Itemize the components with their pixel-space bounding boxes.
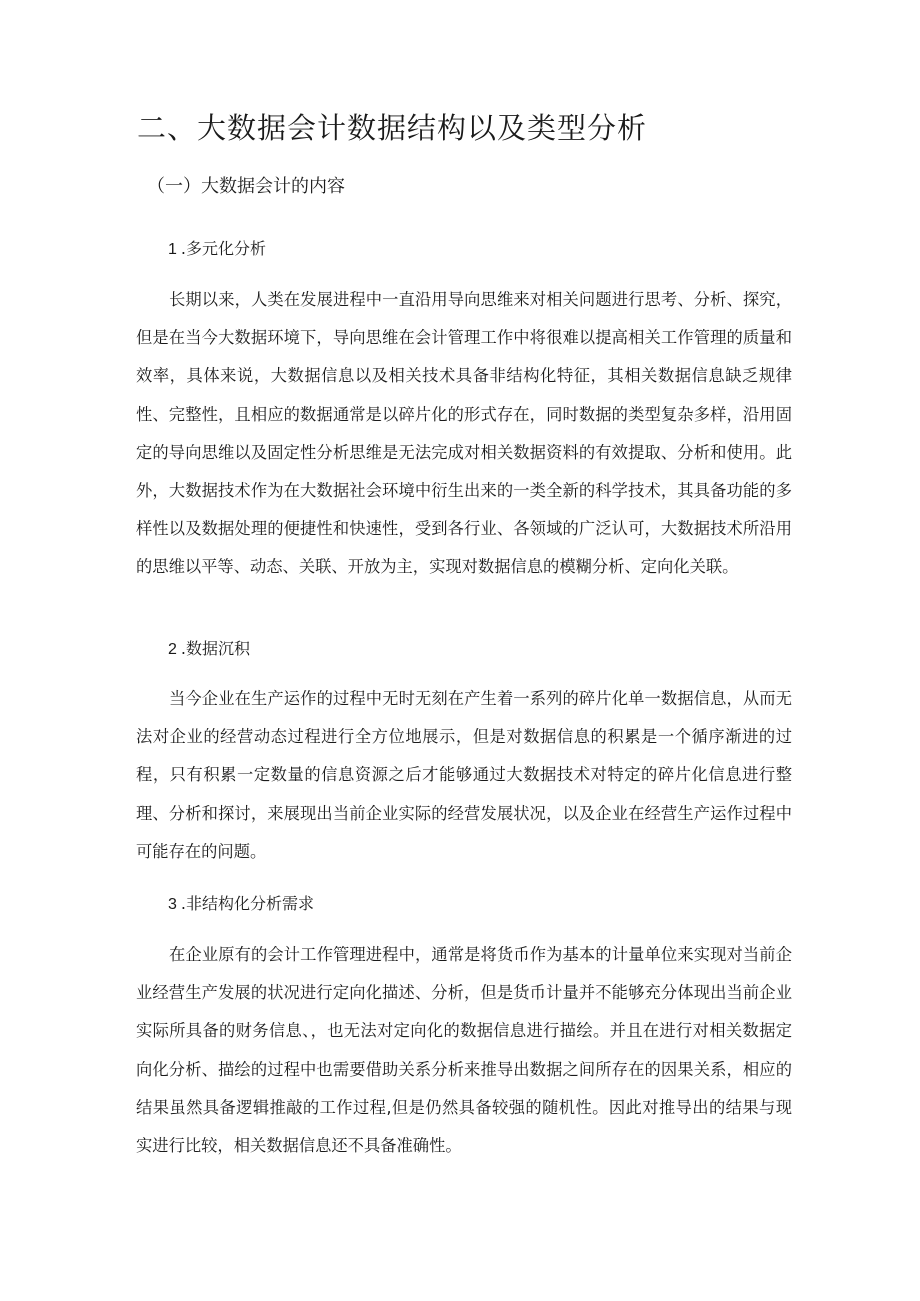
subsection-label: .数据沉积 (180, 639, 250, 658)
subsection-heading-3 (168, 891, 314, 914)
document-title: 二、大数据会计数据结构以及类型分析 (137, 111, 648, 145)
paragraph-diversified-analysis: 长期以来，人类在发展进程中一直沿用导向思维来对相关问题进行思考、分析、探究，但是在当今大数据环境下，导向思维在会计管理工作中将很难以提高相关工作管理的质量和效率，具体来说，大数据信息以及相关技术具备非结构化特征，其相关数据信息缺乏规律性、完整性，且相应的数据通常是以碎片化的形式存在，同时数据的类型复杂多样，沿用固定的导向思维以及固定性分析思维是无法完成对相关数据资料的有效提取、分析和使用。此外，大数据技术作为在大数据社会环境中衍生出来的一类全新的科学技术，其具备功能的多样性以及数据处理的便捷性和快速性，受到各行业、各领域的广泛认可，大数据技术所沿用的思维以平等、动态、关联、开放为主，实现对数据信息的模糊分析、定向化关联。 (136, 290, 792, 577)
section-heading-1: （一）大数据会计的内容 (147, 176, 345, 197)
subsection-label: .多元化分析 (180, 239, 266, 258)
subsection-number: 2 (168, 641, 177, 658)
subsection-heading-1 (168, 236, 266, 259)
subsection-number: 3 (168, 896, 177, 913)
paragraph-unstructured-analysis: 在企业原有的会计工作管理进程中，通常是将货币作为基本的计量单位来实现对当前企业经营生产发展的状况进行定向化描述、分析，但是货币计量并不能够充分体现出当前企业实际所具备的财务信息、，也无法对定向化的数据信息进行描绘。并且在进行对相关数据定向化分析、描绘的过程中也需要借助关系分析来推导出数据之间所存在的因果关系，相应的结果虽然具备逻辑推敲的工作过程,但是仍然具备较强的随机性。因此对推导出的结果与现实进行比较，相关数据信息还不具备准确性。 (136, 945, 792, 1156)
subsection-label: .非结构化分析需求 (180, 894, 314, 913)
subsection-number: 1 (168, 241, 177, 258)
subsection-heading-2 (168, 636, 250, 659)
paragraph-data-sedimentation: 当今企业在生产运作的过程中无时无刻在产生着一系列的碎片化单一数据信息，从而无法对企业的经营动态过程进行全方位地展示，但是对数据信息的积累是一个循序渐进的过程，只有积累一定数量的信息资源之后才能够通过大数据技术对特定的碎片化信息进行整理、分析和探讨，来展现出当前企业实际的经营发展状况，以及企业在经营生产运作过程中可能存在的问题。 (136, 689, 792, 861)
